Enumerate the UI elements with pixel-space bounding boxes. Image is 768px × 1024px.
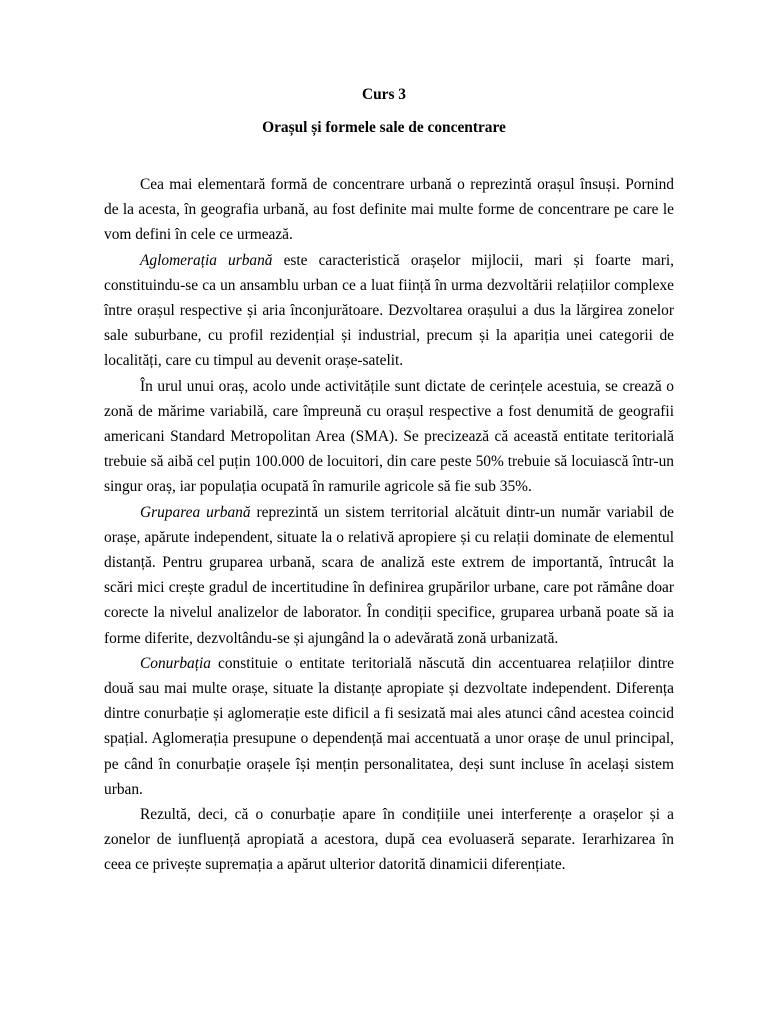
paragraph-text: reprezintă un sistem territorial alcătuit dintr-un număr variabil de orașe, apărute independent, situate la o relativă apropiere și cu relații dominate de elementul distanță. Pentru gruparea urbană, scara de analiză este extrem de importantă, întrucât la scări mici crește gradul de incertitudine în definirea grupărilor urbane, care pot rămâne doar corecte la nivelul analizelor de laborator. În condiții specifice, gruparea urbană poate să ia forme diferite, dezvoltându-se și ajungând la o adevărată zonă urbanizată. — [104, 503, 674, 647]
paragraph-text: Cea mai elementară formă de concentrare urbană o reprezintă orașul însuși. Pornind de la acesta, în geografia urbană, au fost definite mai multe forme de concentrare pe care le vom defini în cele ce urmează. — [104, 176, 674, 244]
page-subtitle: Orașul și formele sale de concentrare — [262, 119, 506, 136]
paragraph-4 — [104, 500, 674, 651]
term-aglomeratia-urbana: Aglomerația urbană — [140, 251, 273, 269]
paragraph-6 — [104, 802, 674, 878]
paragraph-text: este caracteristică orașelor mijlocii, mari și foarte mari, constituindu-se ca un ansamblu urban ce a luat ființă în urma dezvoltării relațiilor complexe între orașul respective și aria înconjurătoare. Dezvoltarea orașului a dus la lărgirea zonelor sale suburbane, cu profil rezidențial și industrial, precum și la apariția unei categorii de localități, care cu timpul au devenit orașe-satelit. — [104, 251, 674, 370]
paragraph-text: constituie o entitate teritorială născută din accentuarea relațiilor dintre două sau mai multe orașe, situate la distanțe apropiate și dezvoltate independent. Diferența dintre conurbație și aglomerație este dificil a fi sesizată mai ales atunci când acestea coincid spațial. Aglomerația presupune o dependență mai accentuată a unor orașe de unul principal, pe când în conurbație orașele își mențin personalitatea, deși sunt incluse în același sistem urban. — [104, 654, 674, 798]
term-gruparea-urbana: Gruparea urbană — [140, 503, 251, 521]
paragraph-5 — [104, 651, 674, 802]
paragraph-text: În urul unui oraș, acolo unde activitățile sunt dictate de cerințele acestuia, se crează o zonă de mărime variabilă, care împreună cu orașul respective a fost denumită de geografii americani Standard Metropolitan Area (SMA). Se precizează că această entitate teritorială trebuie să aibă cel puțin 100.000 de locuitori, din care peste 50% trebuie să locuiască într-un singur oraș, iar populația ocupată în ramurile agricole să fie sub 35%. — [104, 377, 674, 496]
paragraph-text: Rezultă, deci, că o conurbație apare în condițiile unei interferențe a orașelor și a zonelor de iunfluență apropiată a acestora, după cea evoluaseră separate. Ierarhizarea în ceea ce privește supremația a apărut ulterior datorită dinamicii diferențiate. — [104, 806, 674, 874]
paragraph-1 — [104, 172, 674, 248]
document-body — [104, 172, 674, 878]
paragraph-3 — [104, 374, 674, 500]
paragraph-2 — [104, 248, 674, 374]
page-title: Curs 3 — [361, 86, 407, 103]
term-conurbatia: Conurbația — [140, 654, 211, 672]
